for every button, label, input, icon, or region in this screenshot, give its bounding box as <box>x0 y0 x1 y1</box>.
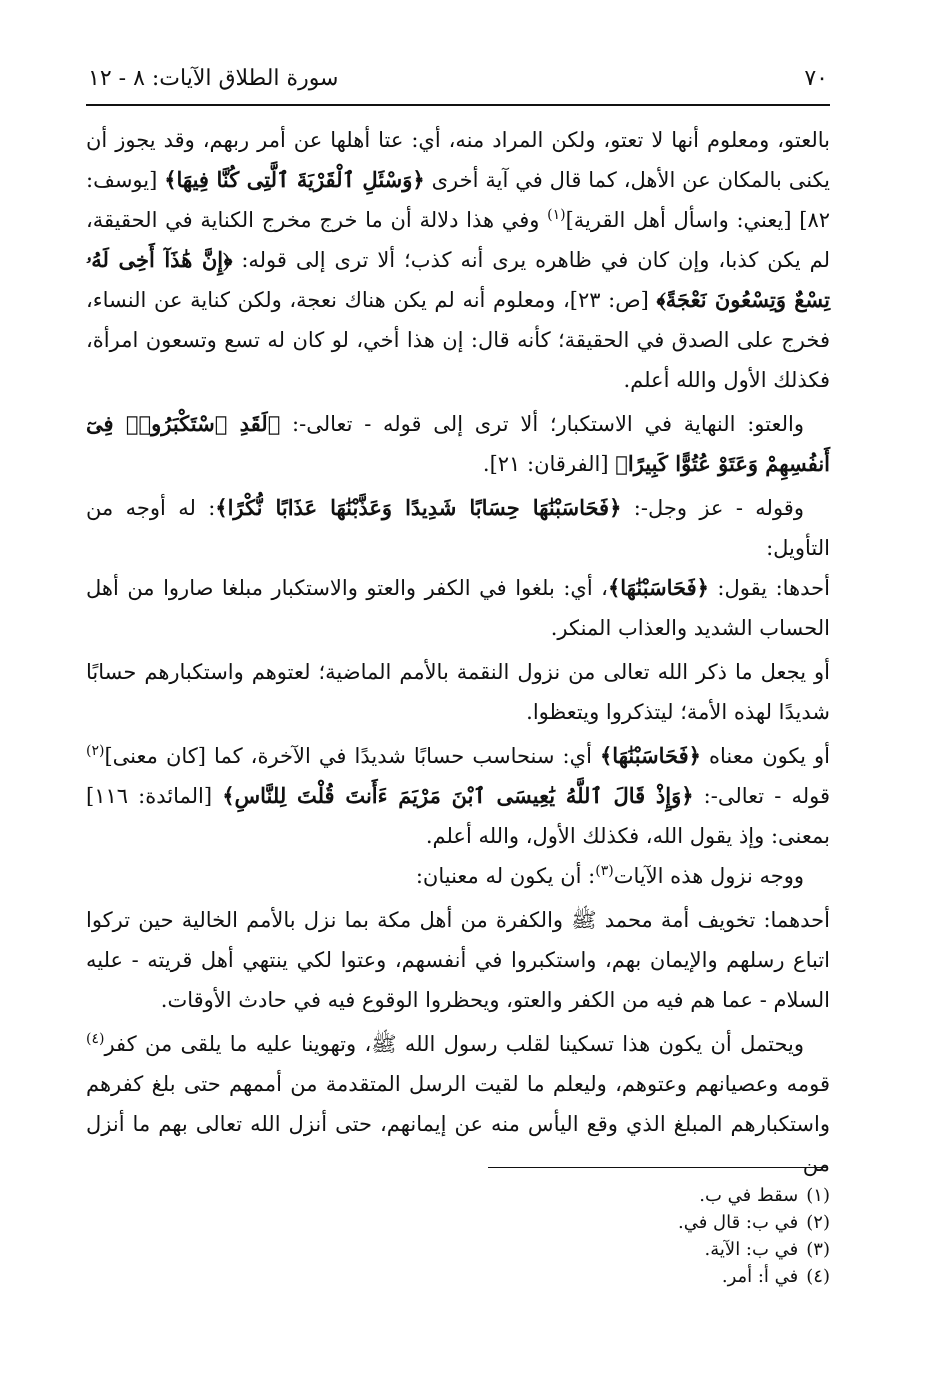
paragraph-text: وفي هذا دلالة أن ما خرج مخرج الكناية في الحقيقة، لم يكن كذبا، وإن كان في ظاهره يرى أنه كذب؛ ألا ترى إلى قوله: <box>86 208 831 272</box>
paragraph-text: [المائدة: ١١٦] بمعنى: وإذ يقول الله، فكذلك الأول، والله أعلم. <box>86 784 830 848</box>
paragraph-text: [ص: ٢٣]، ومعلوم أنه لم يكن هناك نعجة، ولكن كناية عن النساء، فخرج على الصدق في الحقيقة؛ كأنه قال: إن هذا أخي، لو كان له تسع وتسعون امرأة، فكذلك الأول والله أعلم. <box>86 288 830 392</box>
footnote-text: سقط في ب. <box>699 1185 799 1206</box>
footnote-divider <box>488 1167 828 1168</box>
paragraph-2 <box>86 404 830 484</box>
footnote-item <box>86 1182 830 1209</box>
paragraph-text: بالعتو، ومعلوم أنها لا تعتو، ولكن المراد منه، أي: عتا أهلها عن أمر ربهم، وقد يجوز أن يكنى بالمكان عن الأهل، كما قال في آية أخرى <box>86 128 830 192</box>
paragraph-text: [يوسف: ٨٢] [يعني: واسأل أهل القرية] <box>86 168 830 232</box>
paragraph-text: قوله - تعالى-: <box>693 784 830 808</box>
footnote-ref-1: (١) <box>547 207 566 223</box>
quran-verse: ﴿فَحَاسَبْنَٰهَا حِسَابًا شَدِيدًا وَعَذَّبْنَٰهَا عَذَابًا نُّكْرًا﴾ <box>215 495 622 520</box>
quran-verse: ﴿فَحَاسَبْنَٰهَا﴾ <box>599 743 701 768</box>
paragraph-text: ، أي: بلغوا في الكفر والعتو والاستكبار مبلغا صاروا من أهل الحساب الشديد والعذاب المنكر. <box>86 576 830 640</box>
header-divider <box>86 104 830 106</box>
footnotes <box>86 1182 830 1290</box>
paragraph-text: ويحتمل أن يكون هذا تسكينا لقلب رسول الله ﷺ، وتهوينا عليه ما يلقى من كفر <box>104 1032 804 1056</box>
footnote-number: (٤) <box>806 1266 830 1287</box>
paragraph-4 <box>86 568 830 648</box>
quran-verse: ﴿وَإِذْ قَالَ ٱللَّهُ يَٰعِيسَى ٱبْنَ مَرْيَمَ ءَأَنتَ قُلْتَ لِلنَّاسِ﴾ <box>222 783 694 808</box>
footnote-number: (٢) <box>806 1212 830 1233</box>
quran-verse: ﴿إِنَّ هَٰذَآ أَخِى لَهُۥ تِسْعٌ وَتِسْعُونَ نَعْجَةً﴾ <box>86 247 831 312</box>
paragraph-3 <box>86 488 830 568</box>
paragraph-text: أحدها: يقول: <box>708 576 830 600</box>
paragraph-text: أي: سنحاسب حسابًا شديدًا في الآخرة، كما [كان معنى] <box>104 744 600 768</box>
quran-verse: ﴿فَحَاسَبْنَٰهَا﴾ <box>607 575 709 600</box>
paragraph-text: وقوله - عز وجل-: <box>621 496 804 520</box>
paragraph-8: أحدهما: تخويف أمة محمد ﷺ والكفرة من أهل مكة بما نزل بالأمم الخالية حين تركوا اتباع رسلهم والإيمان بهم، واستكبروا في أنفسهم، وعتوا لكي ينتهي أهل قريته - عليه السلام - عما هم فيه من الكفر والعتو، ويحظروا الوقوع فيه في حادث الأوقات. <box>86 908 830 1012</box>
paragraph-text: ووجه نزول هذه الآيات <box>613 864 804 888</box>
footnote-text: في أ: أمر. <box>721 1266 799 1287</box>
paragraph-text: والعتو: النهاية في الاستكبار؛ ألا ترى إلى قوله - تعالى-: <box>280 412 804 436</box>
paragraph-6 <box>86 736 830 856</box>
footnote-item <box>86 1209 830 1236</box>
paragraph-9 <box>86 1024 830 1184</box>
footnote-ref-3: (٣) <box>595 863 614 879</box>
paragraph-text: قومه وعصيانهم وعتوهم، وليعلم ما لقيت الرسل المتقدمة من أممهم حتى بلغ كفرهم واستكبارهم المبلغ الذي وقع اليأس منه عن إيمانهم، حتى أنزل الله تعالى بهم ما أنزل من <box>86 1072 830 1176</box>
paragraph-5: أو يجعل ما ذكر الله تعالى من نزول النقمة بالأمم الماضية؛ لعتوهم واستكبارهم حسابًا شديدًا لهذه الأمة؛ ليتذكروا ويتعظوا. <box>86 660 830 724</box>
footnote-text: في ب: قال في. <box>677 1212 799 1233</box>
quran-verse: ﴿لَقَدِ ٱسْتَكْبَرُوا۟ فِىٓ أَنفُسِهِمْ وَعَتَوْ عُتُوًّا كَبِيرًا﴾ <box>86 411 830 476</box>
footnote-item <box>86 1236 830 1263</box>
paragraph-7 <box>86 856 830 896</box>
paragraph-text: : أن يكون له معنيان: <box>415 864 596 888</box>
running-title: سورة الطلاق الآيات: ٨ - ١٢ <box>88 65 339 91</box>
footnote-number: (١) <box>806 1185 830 1206</box>
paragraph-1 <box>86 120 830 400</box>
footnote-text: في ب: الآية. <box>704 1239 799 1260</box>
footnote-item <box>86 1263 830 1290</box>
main-text <box>86 120 830 1184</box>
paragraph-text: [الفرقان: ٢١]. <box>482 452 616 476</box>
paragraph-text: : له أوجه من التأويل: <box>86 496 830 560</box>
footnote-ref-4: (٤) <box>86 1031 105 1047</box>
paragraph-text: أو يكون معناه <box>700 744 830 768</box>
quran-verse: ﴿وَسْئَلِ ٱلْقَرْيَةَ ٱلَّتِى كُنَّا فِيهَا﴾ <box>164 167 425 192</box>
page-header <box>88 58 828 98</box>
page-number: ٧٠ <box>804 65 828 91</box>
footnote-ref-2: (٢) <box>86 743 105 759</box>
footnote-number: (٣) <box>806 1239 830 1260</box>
